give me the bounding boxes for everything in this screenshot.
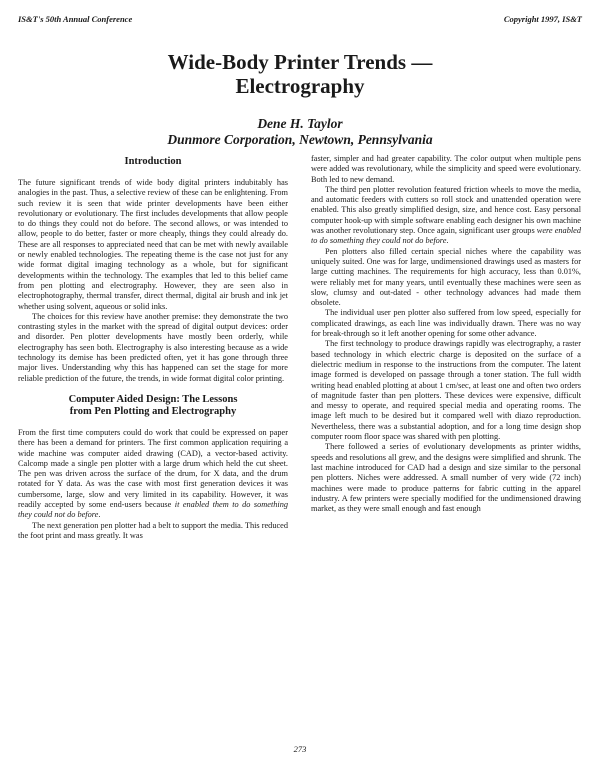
paper-title [0,50,600,98]
intro-paragraph-1: The future significant trends of wide body digital printers indubitably has analogies in the past. Thus, a selective review of these can be enlightening. From such review it is seen that wide printer developments have been either revolutionary or evolutionary. The first includes developments that allow people to do things they could not do before. The second allows, or was intended to allow, people to do better, faster or more cheaply, things they could already do. These are all responses to appreciated need that can be met with newly available or newly enabled technologies. The repeating theme is the case not just for any wide format digital imaging technology as a whole, but for significant developments within the technology. The examples that led to this belief came from pen plotting and electrography. However, they are seen also in electrophotography, thermal transfer, direct thermal, digital air brush and ink jet whether using solvent, aqueous or solid inks. [18,178,288,311]
cad-paragraph-3-text-a: The third pen plotter revolution featured friction wheels to move the media, and automatic feeders with cutters so roll stock and unattended operation were enabled. This also greatly simplified design, size, and hence cost. Easy personal computer hook-up with simple software enabling each designer his own machine was another revolutionary step. Once again, significant user groups [311,184,581,236]
cad-paragraph-1 [18,428,288,521]
cad-paragraph-3-emphasis: were enabled to do something they could not do before [311,226,581,246]
cad-paragraph-7: There followed a series of evolutionary developments as printer widths, speeds and resolutions all grew, and the designs were simplified and shrunk. The last machine introduced for CAD had a design and size similar to the personal pen plotters. Niches were addressed. A small number of very wide (72 inch) machines were made to produce patterns for fabric cutting in the apparel industry. A few printers were specially modified for the undimensioned drawing market, as they were small enough and fast enough [311,442,581,514]
author-name: Dene H. Taylor [257,116,343,131]
right-column [311,154,581,514]
paper-title-line-1: Wide-Body Printer Trends — [167,50,433,74]
section-heading-cad [18,394,288,418]
author-affiliation: Dunmore Corporation, Newtown, Pennsylvania [167,132,433,147]
cad-paragraph-2: The next generation pen plotter had a belt to support the media. This reduced the foot print and mass greatly. It was [18,520,288,540]
cad-paragraph-2-continued: faster, simpler and had greater capability. The color output when multiple pens were added was revolutionary, while the simplicity and speed were evolutionary. Both led to new demand. [311,154,581,184]
cad-paragraph-1-text-a: From the first time computers could do work that could be expressed on paper there has been a demand for printers. The first common application requiring a wide machine was computer aided drawing (CAD), a vector-based activity. Calcomp made a single pen plotter with a large drum which held the cut sheet. The pen was driven across the surface of the drum, for X data, and the drum rotated for Y data. As was the case with most first generation devices it was cumbersome, large, slow and very limited in its capability. However, it was readily accepted by some end-users because [18,427,288,510]
cad-paragraph-3 [311,185,581,247]
cad-paragraph-4: Pen plotters also filled certain special niches where the capability was uniquely suited. One was for large, undimensioned drawings used as masters for large cutting machines. The requirements for high accuracy, less than 0.01%, were reliably met for many years, until eventually these machines were seen as slow, clumsy and out-dated - other technology advances had made them obsolete. [311,246,581,308]
left-column [18,154,288,541]
section-heading-cad-line-1: Computer Aided Design: The Lessons [68,393,238,405]
author-block [0,116,600,148]
paper-title-line-2: Electrography [235,74,365,98]
running-header-copyright: Copyright 1997, IS&T [503,14,582,24]
cad-paragraph-3-text-b: . [446,236,449,246]
section-heading-cad-line-2: from Pen Plotting and Electrography [69,405,237,417]
page-number: 273 [293,744,307,754]
cad-paragraph-5: The individual user pen plotter also suffered from low speed, especially for complicated drawings, as each line was individually drawn. There was no way for break-through so it left another opening for some other advance. [311,308,581,339]
intro-paragraph-2: The choices for this review have another premise: they demonstrate the two contrasting styles in the market with the spread of digital output devices: order and disorder. Pen plotter developments have mostly been orderly, while electrography has seen both. Electrography is also interesting because as a wide technology its demise has been predicted often, yet it has gone through three major lives. Understanding why this has happened can set the stage for more reliable prediction of the future, the trends, in wide format digital color printing. [18,311,288,383]
cad-paragraph-1-text-b: . [98,510,101,520]
section-heading-introduction: Introduction [124,156,182,167]
running-header-conference: IS&T's 50th Annual Conference [18,14,133,24]
cad-paragraph-6: The first technology to produce drawings rapidly was electrography, a raster based technology in which electric charge is deposited on the surface of a dielectric medium in response to the instructions from the computer. The latent image formed is developed on passage through a toner station. The full width writing head enabled plotting at about 1 cm/sec, at least one and often two orders of magnitude faster than pen plotters. These devices were expensive, difficult and messy to operate, and required special media and operating rooms. The image left much to be desired but it compared well with diazo reproduction. Nevertheless, there was a substantial adoption, and for a long time design shop computer room floor space was shared with pen plotting. [311,339,581,442]
cad-paragraph-1-emphasis: it enabled them to do something they could not do before [18,500,288,520]
